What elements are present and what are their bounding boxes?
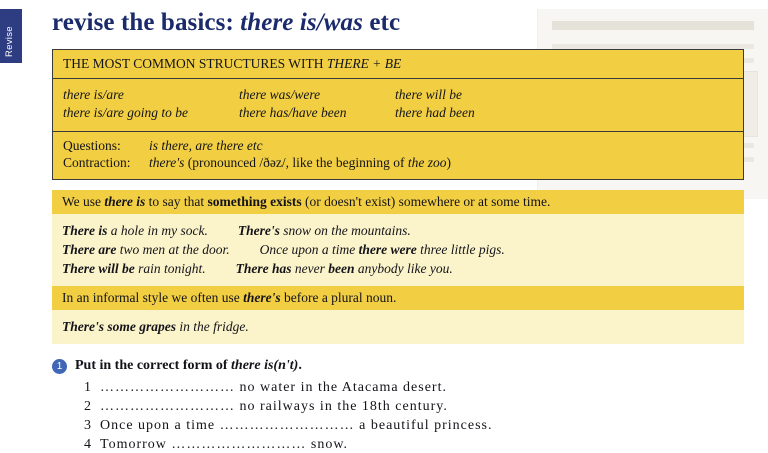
form-cell: there was/were — [239, 87, 321, 102]
explanation-box — [52, 190, 744, 344]
item-number: 1 — [84, 380, 91, 395]
item-text: ……………………… no railways in the 18th century. — [100, 399, 448, 414]
example-line — [62, 242, 734, 258]
instruction-italic: there is(n't) — [231, 358, 299, 373]
example-mid: never — [291, 261, 329, 276]
example-bold: There's some grapes — [62, 319, 176, 334]
band2-a: In an informal style we often use — [62, 290, 244, 305]
exercise-instruction — [75, 358, 302, 374]
structures-questions — [53, 132, 743, 179]
band1-a: We use — [62, 194, 105, 209]
structures-forms-row — [63, 105, 733, 121]
form-cell: there is/are — [63, 87, 124, 102]
example-rest: in the fridge. — [176, 319, 249, 334]
structures-heading-pre: THE MOST COMMON STRUCTURES WITH — [63, 56, 327, 71]
questions-value: is there, are there etc — [149, 138, 263, 153]
exercise-block — [52, 358, 768, 453]
structures-forms — [53, 79, 743, 131]
contraction-label: Contraction: — [63, 155, 131, 170]
example-bold: there were — [358, 242, 417, 257]
instruction-post: . — [298, 358, 302, 373]
band1-d: something exists — [207, 194, 302, 209]
example-bold: There has — [235, 261, 292, 276]
explanation-band-1 — [52, 190, 744, 214]
example-bold: There will be — [62, 261, 135, 276]
page-title-pre: revise the basics: — [52, 9, 241, 36]
band2-b: there's — [243, 290, 281, 305]
band2-c: before a plural noun. — [280, 290, 397, 305]
structures-heading-italic: THERE + BE — [326, 56, 402, 71]
contraction-form: there's — [149, 155, 185, 170]
example-rest: rain tonight. — [134, 261, 206, 276]
item-text: Tomorrow ……………………… snow. — [100, 437, 349, 452]
contraction-note: (pronounced /ðəz/, like the beginning of — [187, 155, 408, 170]
example-line — [62, 223, 734, 239]
item-number: 2 — [84, 399, 91, 414]
band1-c: to say that — [145, 194, 208, 209]
exercise-number-badge: 1 — [52, 359, 67, 374]
page-title — [52, 9, 768, 37]
form-cell: there has/have been — [239, 105, 347, 120]
page-content — [0, 9, 768, 453]
explanation-examples-1 — [52, 214, 744, 286]
example-rest: three little pigs. — [416, 242, 505, 257]
example-rest: two men at the door. — [116, 242, 230, 257]
contraction-close: ) — [446, 155, 451, 170]
structures-heading — [53, 50, 743, 78]
page-title-italic: there is/was — [240, 9, 363, 36]
exercise-items — [84, 380, 768, 453]
form-cell: there is/are going to be — [63, 105, 188, 120]
band1-b: there is — [104, 194, 146, 209]
revise-tab-label: Revise — [4, 26, 15, 57]
item-number: 3 — [84, 418, 91, 433]
example-bold: There are — [62, 242, 117, 257]
item-text: Once upon a time ……………………… a beautiful princess. — [100, 418, 493, 433]
questions-label: Questions: — [63, 138, 121, 153]
form-cell: there will be — [395, 87, 462, 102]
item-number: 4 — [84, 437, 91, 452]
list-item[interactable] — [84, 437, 768, 453]
example-bold: There is — [62, 223, 108, 238]
band1-e: (or doesn't exist) somewhere or at some time. — [301, 194, 551, 209]
item-text: ……………………… no water in the Atacama desert. — [100, 380, 447, 395]
example-bold: been — [328, 261, 355, 276]
example-line — [62, 319, 734, 335]
instruction-pre: Put in the correct form of — [75, 358, 232, 373]
form-cell: there had been — [395, 105, 475, 120]
explanation-band-2 — [52, 286, 744, 310]
page-title-post: etc — [362, 9, 401, 36]
example-pre: Once upon a time — [259, 242, 359, 257]
example-rest: anybody like you. — [354, 261, 453, 276]
explanation-examples-2 — [52, 310, 744, 344]
exercise-header — [52, 358, 768, 374]
structures-forms-row — [63, 87, 733, 103]
example-rest: a hole in my sock. — [107, 223, 208, 238]
revise-tab — [0, 9, 22, 63]
list-item[interactable] — [84, 380, 768, 396]
contraction-example: the zoo — [407, 155, 447, 170]
example-rest: snow on the mountains. — [279, 223, 411, 238]
list-item[interactable] — [84, 399, 768, 415]
contraction-value — [149, 155, 451, 171]
example-bold: There's — [237, 223, 280, 238]
structures-box — [52, 49, 744, 180]
example-line — [62, 261, 734, 277]
